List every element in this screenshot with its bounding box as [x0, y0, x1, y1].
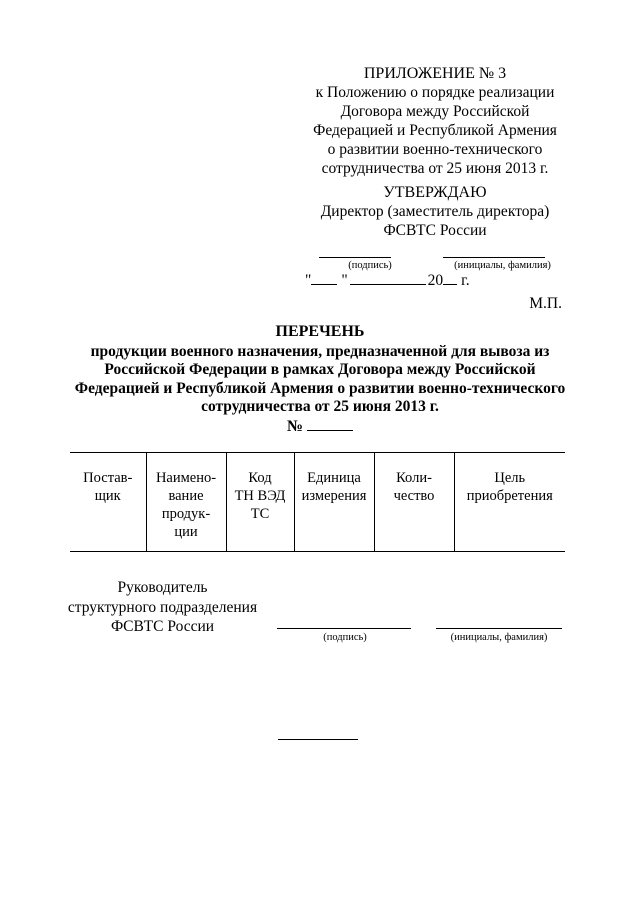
document-heading — [60, 323, 580, 417]
heading-line: сотрудничества от 25 июня 2013 г. — [201, 398, 439, 415]
appendix-line: Договора между Российской — [340, 103, 530, 120]
appendix-block — [290, 64, 580, 178]
header-line: Наимено- — [155, 470, 217, 486]
header-line: Код — [248, 470, 272, 486]
header-line: продук- — [161, 506, 211, 522]
header-line: ТН ВЭД — [234, 488, 286, 504]
list-number-row — [240, 416, 400, 437]
heading-line: Российской Федерации в рамках Договора между Российской — [104, 361, 536, 378]
header-line: ТС — [250, 506, 270, 522]
date-quote-open: " — [305, 272, 312, 289]
approval-name-line — [443, 257, 545, 258]
head-name-line — [436, 628, 562, 629]
header-line: вание — [168, 488, 204, 504]
department-head-label — [60, 578, 265, 637]
heading-line: Федерацией и Республикой Армения о развитии военно-технического — [74, 379, 566, 397]
header-line: измерения — [301, 488, 367, 504]
header-line: приобретения — [466, 488, 553, 504]
table-header-row — [70, 453, 565, 552]
approval-block — [290, 183, 580, 240]
footnote-separator-line — [278, 739, 358, 740]
header-line: Цель — [494, 470, 526, 486]
number-label: № — [286, 418, 304, 435]
header-line: Единица — [307, 470, 361, 486]
appendix-line: Федерацией и Республикой Армения — [313, 122, 557, 139]
date-quote-close: " — [341, 272, 348, 289]
column-header-hs-code — [226, 453, 294, 552]
approval-signature-caption: (подпись) — [348, 260, 392, 271]
appendix-line: сотрудничества от 25 июня 2013 г. — [321, 160, 549, 177]
heading-line: продукции военного назначения, предназначенной для вывоза из — [90, 342, 550, 360]
head-signature-line — [277, 628, 411, 629]
appendix-line: к Положению о порядке реализации — [315, 84, 555, 101]
approval-line: ФСВТС России — [383, 222, 487, 239]
date-day-blank — [311, 270, 337, 285]
column-header-purpose — [454, 453, 565, 552]
header-line: ции — [174, 524, 198, 540]
date-year-blank — [443, 270, 457, 285]
column-header-supplier — [70, 453, 146, 552]
department-head-line: ФСВТС России — [110, 618, 215, 635]
number-blank — [307, 416, 353, 431]
head-signature-caption: (подпись) — [323, 632, 367, 643]
date-month-blank — [350, 270, 426, 285]
approval-signature-line — [319, 257, 391, 258]
head-name-caption: (инициалы, фамилия) — [450, 632, 548, 643]
approval-date-line — [305, 270, 495, 290]
date-suffix: г. — [461, 272, 470, 289]
column-header-quantity — [374, 453, 454, 552]
department-head-line: Руководитель — [117, 579, 208, 596]
header-line: Постав- — [83, 470, 133, 486]
date-year: 20 — [427, 272, 444, 289]
seal-mark: М.П. — [529, 295, 562, 312]
header-line: Коли- — [396, 470, 432, 486]
department-head-line: структурного подразделения — [67, 598, 258, 616]
appendix-line: о развитии военно-технического — [327, 141, 543, 158]
products-table — [70, 452, 565, 552]
header-line: чество — [393, 488, 435, 504]
approval-name-caption: (инициалы, фамилия) — [454, 260, 551, 271]
approval-line: Директор (заместитель директора) — [320, 203, 550, 220]
approval-title: УТВЕРЖДАЮ — [383, 184, 487, 201]
column-header-unit — [294, 453, 374, 552]
column-header-product-name — [146, 453, 226, 552]
heading-title: ПЕРЕЧЕНЬ — [275, 323, 365, 340]
header-line: щик — [94, 488, 121, 504]
appendix-title: ПРИЛОЖЕНИЕ № 3 — [363, 65, 507, 82]
